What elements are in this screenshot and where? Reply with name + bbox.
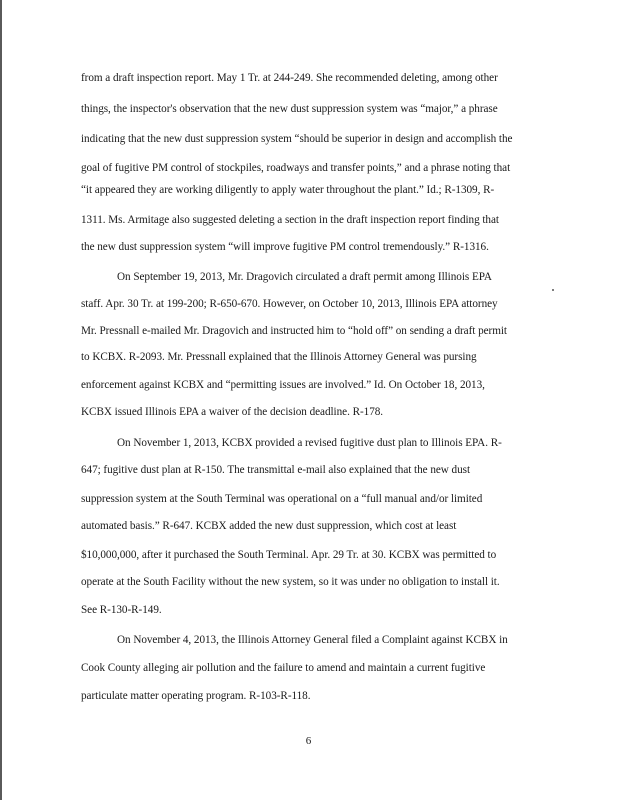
text-line-11: to KCBX. R-2093. Mr. Pressnall explained that the Illinois Attorney General was pursing xyxy=(81,351,477,363)
text-line-13: KCBX issued Illinois EPA a waiver of the decision deadline. R-178. xyxy=(81,406,384,418)
text-line-4: goal of fugitive PM control of stockpiles, roadways and transfer points,” and a phrase noting that xyxy=(81,162,511,174)
text-line-14: On November 1, 2013, KCBX provided a revised fugitive dust plan to Illinois EPA. R- xyxy=(117,437,502,449)
text-line-15: 647; fugitive dust plan at R-150. The transmittal e-mail also explained that the new dust xyxy=(81,464,470,476)
text-line-5: “it appeared they are working diligently to apply water throughout the plant.” Id.; R-1309, R- xyxy=(81,184,495,196)
text-line-21: On November 4, 2013, the Illinois Attorney General filed a Complaint against KCBX in xyxy=(117,634,508,646)
scan-edge xyxy=(0,0,2,800)
text-line-22: Cook County alleging air pollution and the failure to amend and maintain a current fugitive xyxy=(81,662,486,674)
text-line-16: suppression system at the South Terminal was operational on a “full manual and/or limited xyxy=(81,493,483,505)
text-line-10: Mr. Pressnall e-mailed Mr. Dragovich and instructed him to “hold off” on sending a draft permit xyxy=(81,325,507,337)
text-line-17: automated basis.” R-647. KCBX added the new dust suppression, which cost at least xyxy=(81,520,457,532)
text-line-19: operate at the South Facility without the new system, so it was under no obligation to install it. xyxy=(81,576,500,588)
text-line-6: 1311. Ms. Armitage also suggested deleting a section in the draft inspection report finding that xyxy=(81,214,499,226)
text-line-20: See R-130-R-149. xyxy=(81,604,162,616)
scan-speck xyxy=(552,289,554,291)
text-line-8: On September 19, 2013, Mr. Dragovich circulated a draft permit among Illinois EPA xyxy=(117,271,492,283)
text-line-9: staff. Apr. 30 Tr. at 199-200; R-650-670. However, on October 10, 2013, Illinois EPA attorney xyxy=(81,298,498,310)
text-line-18: $10,000,000, after it purchased the South Terminal. Apr. 29 Tr. at 30. KCBX was permitted to xyxy=(81,549,497,561)
text-line-23: particulate matter operating program. R-103-R-118. xyxy=(81,690,311,702)
text-line-1: from a draft inspection report. May 1 Tr. at 244-249. She recommended deleting, among other xyxy=(81,72,498,84)
text-line-3: indicating that the new dust suppression system “should be superior in design and accomplish the xyxy=(81,133,513,145)
page-number: 6 xyxy=(305,735,312,747)
text-line-2: things, the inspector's observation that the new dust suppression system was “major,” a phrase xyxy=(81,103,498,115)
text-line-12: enforcement against KCBX and “permitting issues are involved.” Id. On October 18, 2013, xyxy=(81,379,485,391)
text-line-7: the new dust suppression system “will improve fugitive PM control tremendously.” R-1316. xyxy=(81,241,489,253)
